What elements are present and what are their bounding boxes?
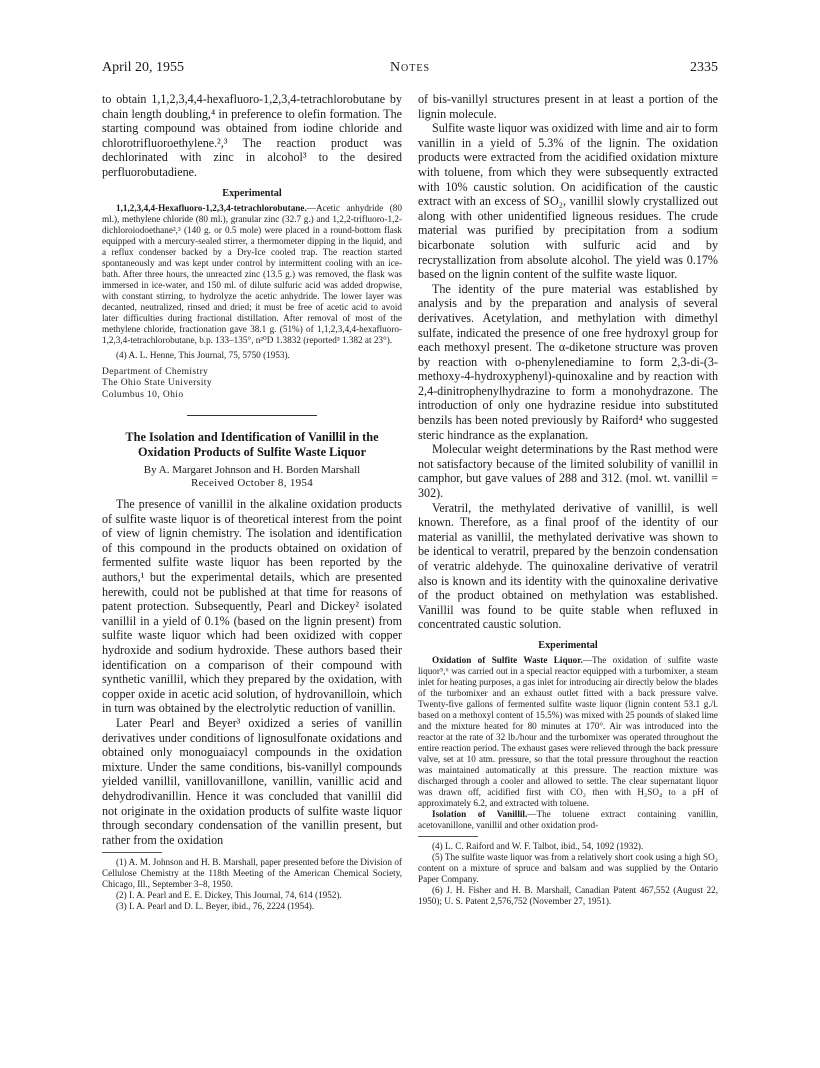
- isolation-paragraph: [418, 809, 718, 831]
- header-date: April 20, 1955: [102, 60, 185, 75]
- article-paragraph-3: Sulfite waste liquor was oxidized with lime and air to form vanillin in a yield of 5.3% of the lignin. The oxidation products were extracted from the acidified oxidation mixture with toluene, from which they were subsequently extracted with 10% caustic solution. On acidification of the caustic extract with an excess of SO₂, vanillil slowly crystallized out along with other unidentified ligneous residues. The crude material was purified by precipitation from a sodium bicarbonate solution with sulfuric acid and by recrystallization from absolute alcohol. The yield was 0.17% based on the lignin content of the sulfite waste liquor.: [418, 121, 718, 282]
- footnote-rule-right: [418, 836, 478, 837]
- experimental-heading-right: Experimental: [538, 639, 598, 651]
- article-paragraph-4: The identity of the pure material was established by analysis and by the preparation and analysis of several derivatives. Acetylation, and methylation with dimethyl sulfate, indicated the presence of one free hydroxyl group for each methoxyl present. The α-diketone structure was proven by reaction with o-phenylenediamine to form 2,3-di-(3-methoxy-4-hydroxyphenyl)-quinoxaline and by reaction with 2,4-dinitrophenylhydrazine to form a monohydrazone. The introduction of only one hydrazine residue into substituted benzils has been noted previously by Raiford⁴ who suggested steric hindrance as the explanation.: [418, 281, 718, 442]
- article-title: The Isolation and Identification of Vanillil in the Oxidation Products of Sulfite Waste Liquor: [125, 430, 379, 460]
- affiliation: [102, 367, 402, 402]
- header-section: Notes: [389, 60, 431, 75]
- article-paragraph-cont: of bis-vanillyl structures present in at least a portion of the lignin molecule.: [418, 92, 718, 121]
- affiliation-department: Department of Chemistry: [102, 366, 209, 377]
- oxidation-paragraph: [418, 655, 718, 809]
- left-column: [102, 92, 402, 912]
- article-paragraph-2: Later Pearl and Beyer³ oxidized a series of vanillin derivatives under conditions of lignosulfonate oxidations and obtained only monoguaiacyl compounds in the oxidation mixture. Under the same conditions, bis-vanillyl compounds yielded vanillil, vanillovanillone, vanillin, vanillic acid and dehydrodivanillin. Hence it was concluded that vanillil did not originate in the oxidation products of sulfite waste liquor through secondary condensation of the vanillin present, but rather from the oxidation: [102, 715, 402, 847]
- article-divider: [187, 415, 317, 416]
- footnote-1: (1) A. M. Johnson and H. B. Marshall, paper presented before the Division of Cellulose Chemistry at the 118th Meeting of the American Chemical Society, Chicago, Ill., September 3–8, 1950.: [102, 857, 402, 890]
- footnote-3: (3) I. A. Pearl and D. L. Beyer, ibid., 76, 2224 (1954).: [116, 901, 315, 912]
- right-column: [418, 92, 718, 907]
- affiliation-university: The Ohio State University: [102, 378, 212, 389]
- isolation-runin: Isolation of Vanillil.: [432, 808, 528, 819]
- oxidation-runin: Oxidation of Sulfite Waste Liquor.: [432, 654, 583, 665]
- footnote-2: (2) I. A. Pearl and E. E. Dickey, This Journal, 74, 614 (1952).: [116, 890, 342, 901]
- running-header: [102, 60, 718, 80]
- experimental-heading-left: Experimental: [222, 187, 282, 199]
- footnote-5: (5) The sulfite waste liquor was from a relatively short cook using a high SO₂ content on a mixture of spruce and balsam and was supplied by the Ontario Paper Company.: [418, 851, 718, 884]
- header-page-number: 2335: [690, 60, 718, 75]
- experimental-paragraph-left: [102, 203, 402, 346]
- footnote-6: (6) J. H. Fisher and H. B. Marshall, Canadian Patent 467,552 (August 22, 1950); U. S. Patent 2,576,752 (November 27, 1951).: [418, 884, 718, 906]
- article-paragraph-5: Molecular weight determinations by the Rast method were not satisfactory because of the limited solubility of vanillil in camphor, but gave values of 288 and 312. (mol. wt. vanillil = 302).: [418, 442, 718, 501]
- footnote-rule-left: [102, 852, 162, 853]
- affiliation-city: Columbus 10, Ohio: [102, 389, 184, 400]
- intro-paragraph: to obtain 1,1,2,3,4,4-hexafluoro-1,2,3,4-tetrachlorobutane by chain length doubling,⁴ in preference to olefin formation. The starting compound was obtained from iodine chloride and chlorotrifluoroethylene.²,³ The reaction product was dechlorinated with zinc in alcohol³ to the desired perfluorobutadiene.: [102, 92, 402, 179]
- footnote-4: (4) L. C. Raiford and W. F. Talbot, ibid., 54, 1092 (1932).: [432, 840, 644, 851]
- isolation-text: —The toluene extract containing vanillin, acetovanillone, vanillil and other oxidation prod-: [418, 808, 718, 830]
- experimental-text-left: —Acetic anhydride (80 ml.), methylene chloride (80 ml.), granular zinc (32.7 g.) and 1,2,2-trifluoro-1,2-dichloroiodoethane²,³ (140 g. or 0.5 mole) were placed in a round-bottom flask equipped with a mercury-sealed stirrer, a thermometer dipping in the liquid, and a reflux condenser backed by a Dry-Ice cooled trap. The reaction started spontaneously and was kept under control by intermittent cooling with an ice-bath. After three hours, the unreacted zinc (13.5 g.) was removed, the flask was immersed in ice-water, and 150 ml. of dilute sulfuric acid was added dropwise, with constant stirring, to hydrolyze the acetic anhydride. The lower layer was decanted, neutralized, rinsed and dried; it must be free of acetic acid to avoid later difficulties during fractional distillation. After removal of most of the methylene chloride, fractionation gave 38.1 g. (51%) of 1,1,2,3,4,4-hexafluoro-1,2,3,4-tetrachlorobutane, b.p. 133–135°, n²⁰D 1.3832 (reported³ 1.382 at 23°).: [102, 202, 402, 345]
- article-paragraph-6: Veratril, the methylated derivative of vanillil, is well known. Therefore, as a final proof of the identity of our material as vanillil, the methylated derivative was shown to be identical to veratril, prepared by the benzoin condensation of veratric aldehyde. The quinoxaline derivative of veratril also is known and its identity with the quinoxaline derivative of the product obtained on methylation was established. Vanillil was found to be quite stable when refluxed in concentrated caustic solution.: [418, 500, 718, 632]
- article-paragraph-1: The presence of vanillil in the alkaline oxidation products of sulfite waste liquor is of theoretical interest from the point of view of lignin chemistry. The isolation and identification of this compound in the products obtained on oxidation of fermented sulfite waste liquor has been reported by the authors,¹ but the experimental details, which are presented herewith, could not be published at that time for reasons of patent protection. Subsequently, Pearl and Dickey² isolated vanillil in a yield of 0.1% (based on the lignin present) from sulfite waste liquor which had been oxidized with copper hydroxide and sodium hydroxide. These authors based their identification on a comparison of their compound with synthetic vanillil, which they prepared by the oxidation, with copper oxide in acetic acid solution, of hydrovanilloin, which in turn was obtained by the electrolytic reduction of vanillin.: [102, 497, 402, 716]
- oxidation-text: —The oxidation of sulfite waste liquor⁵,⁶ was carried out in a special reactor equipped with a turbomixer, a steam inlet for heating purposes, a gas inlet for introducing air directly below the blades of the turbomixer and an exhaust outlet fitted with a back pressure valve. Twenty-five gallons of fermented sulfite waste liquor (lignin content 53.1 g./l. based on a methoxyl content of 15.5%) was mixed with 25 pounds of slaked lime and the mixture heated for 80 minutes at 170°. Air was introduced into the reactor at the rate of 32 lb./hour and the turbomixer was operated throughout the entire reaction period. The exhaust gases were relieved through the back pressure valve, set at 10 atm. pressure, so that the total pressure throughout the reaction was maintained automatically at this pressure. The reaction mixture was discharged through a cooler and allowed to settle. The clear supernatant liquor was drawn off, acidified first with CO₂ then with H₂SO₄ to a pH of approximately 6.2, and extracted with toluene.: [418, 654, 718, 808]
- reference-4-left: (4) A. L. Henne, This Journal, 75, 5750 (1953).: [116, 349, 290, 360]
- experimental-runin-left: 1,1,2,3,4,4-Hexafluoro-1,2,3,4-tetrachlorobutane.: [116, 202, 307, 213]
- article-received: Received October 8, 1954: [190, 477, 314, 490]
- article-byline: By A. Margaret Johnson and H. Borden Marshall: [143, 464, 361, 477]
